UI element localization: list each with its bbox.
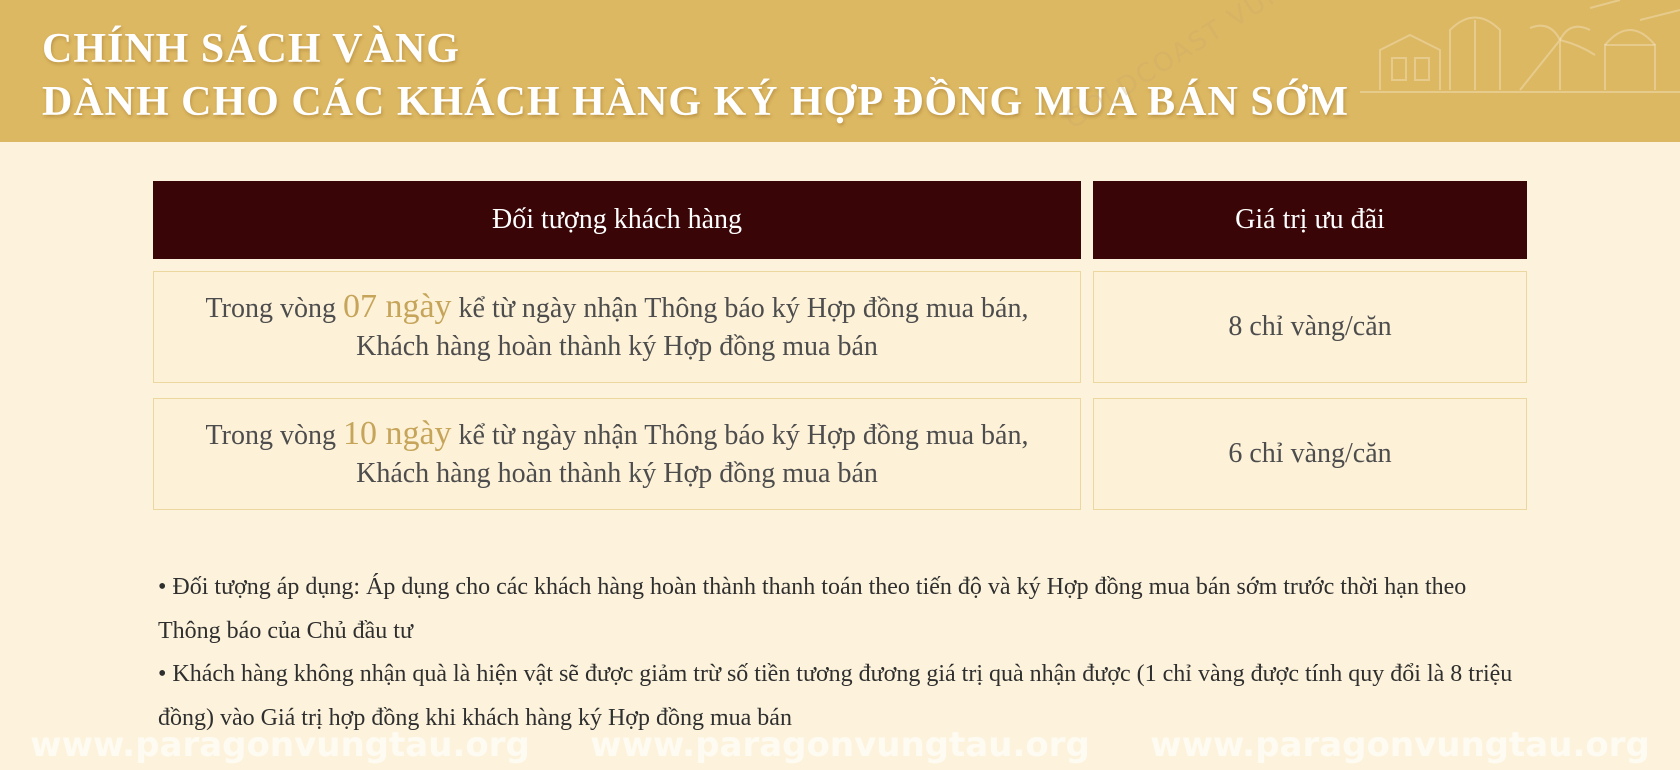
table-cell-offer-value: 6 chỉ vàng/căn xyxy=(1093,398,1527,510)
note-gift-conversion: • Khách hàng không nhận quà là hiện vật sẽ được giảm trừ số tiền tương đương giá trị quà nhận được (1 chỉ vàng được tính quy đổi là 8 triệu đồng) vào Giá trị hợp đồng khi khách hàng ký Hợp đồng mua bán xyxy=(158,661,1513,731)
table-cell-offer-value: 8 chỉ vàng/căn xyxy=(1093,271,1527,383)
condition-line-2: Khách hàng hoàn thành ký Hợp đồng mua bán xyxy=(356,458,878,489)
watermark-url: www.paragonvungtau.org xyxy=(590,725,1090,765)
condition-days-highlight: 07 ngày xyxy=(342,288,452,325)
page-title-line-2: DÀNH CHO CÁC KHÁCH HÀNG KÝ HỢP ĐỒNG MUA BÁN SỚM xyxy=(42,79,1349,125)
table-header-customer: Đối tượng khách hàng xyxy=(153,181,1081,259)
condition-days-highlight: 10 ngày xyxy=(342,415,452,452)
condition-prefix: Trong vòng xyxy=(205,293,343,324)
page-title-line-1: CHÍNH SÁCH VÀNG xyxy=(42,26,460,72)
condition-line-1 xyxy=(206,415,1029,455)
table-cell-condition xyxy=(153,271,1081,383)
condition-suffix: kể từ ngày nhận Thông báo ký Hợp đồng mua bán, xyxy=(451,293,1029,324)
condition-prefix: Trong vòng xyxy=(205,420,343,451)
watermark-url: www.paragonvungtau.org xyxy=(1150,725,1650,765)
website-watermark xyxy=(0,722,1680,768)
table-header-value: Giá trị ưu đãi xyxy=(1093,181,1527,259)
watermark-url: www.paragonvungtau.org xyxy=(30,725,530,765)
condition-line-1 xyxy=(206,288,1029,328)
header-banner xyxy=(0,0,1680,142)
condition-suffix: kể từ ngày nhận Thông báo ký Hợp đồng mua bán, xyxy=(451,420,1029,451)
condition-line-2: Khách hàng hoàn thành ký Hợp đồng mua bán xyxy=(356,331,878,362)
table-cell-condition xyxy=(153,398,1081,510)
note-applicable-customers: • Đối tượng áp dụng: Áp dụng cho các khách hàng hoàn thành thanh toán theo tiến độ và ký Hợp đồng mua bán sớm trước thời hạn theo Thông báo của Chủ đầu tư xyxy=(158,574,1467,644)
